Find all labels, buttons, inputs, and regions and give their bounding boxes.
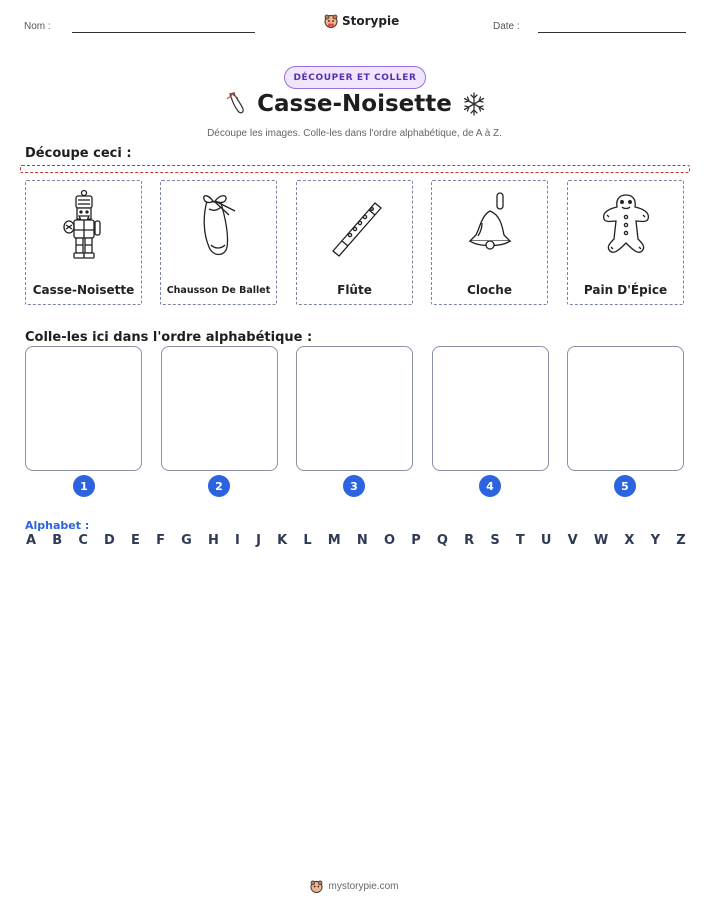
slot-number-5: 5 bbox=[614, 475, 636, 497]
paste-slot-2[interactable] bbox=[161, 346, 278, 471]
cutout-card-gingerbread[interactable] bbox=[567, 180, 684, 305]
name-line[interactable] bbox=[72, 32, 255, 33]
paste-section-heading: Colle-les ici dans l'ordre alphabétique : bbox=[25, 330, 313, 345]
brand-logo bbox=[324, 14, 399, 28]
bell-icon bbox=[460, 189, 520, 261]
alphabet-letter: H bbox=[207, 533, 219, 548]
storypie-mascot-icon bbox=[324, 14, 338, 28]
alphabet-letter: M bbox=[327, 533, 341, 548]
flute-icon bbox=[325, 189, 385, 261]
ballet-shoe-icon bbox=[189, 189, 249, 261]
brand-name: Storypie bbox=[342, 14, 400, 28]
card-label: Chausson De Ballet bbox=[166, 285, 271, 296]
date-label: Date : bbox=[493, 21, 520, 32]
alphabet-letter: Y bbox=[650, 533, 661, 548]
cutout-card-flute[interactable] bbox=[296, 180, 413, 305]
alphabet-letter: J bbox=[256, 533, 261, 548]
paste-slot-3[interactable] bbox=[296, 346, 413, 471]
cut-section-heading: Découpe ceci : bbox=[25, 146, 132, 161]
activity-badge: DÉCOUPER ET COLLER bbox=[284, 66, 426, 89]
alphabet-letter: I bbox=[235, 533, 240, 548]
worksheet-title: Casse-Noisette bbox=[257, 91, 452, 117]
alphabet-letter: Q bbox=[436, 533, 448, 548]
storypie-mascot-icon bbox=[310, 880, 323, 893]
instructions-text: Découpe les images. Colle-les dans l'ordre alphabétique, de A à Z. bbox=[207, 128, 502, 139]
alphabet-letter: D bbox=[104, 533, 115, 548]
alphabet-letter: P bbox=[411, 533, 421, 548]
alphabet-letter: L bbox=[303, 533, 312, 548]
snowflake-icon bbox=[461, 91, 487, 117]
slot-number-3: 3 bbox=[343, 475, 365, 497]
alphabet-letter: Z bbox=[676, 533, 686, 548]
footer-site-link[interactable]: mystorypie.com bbox=[328, 881, 399, 892]
cutout-card-bell[interactable] bbox=[431, 180, 548, 305]
paste-slot-5[interactable] bbox=[567, 346, 684, 471]
slot-number-1: 1 bbox=[73, 475, 95, 497]
alphabet-letter: W bbox=[593, 533, 609, 548]
gingerbread-icon bbox=[596, 189, 656, 261]
alphabet-label: Alphabet : bbox=[25, 519, 90, 532]
slot-number-2: 2 bbox=[208, 475, 230, 497]
date-line[interactable] bbox=[538, 32, 686, 33]
footer bbox=[0, 880, 709, 893]
alphabet-letter: R bbox=[464, 533, 475, 548]
alphabet-letter: K bbox=[277, 533, 288, 548]
nutcracker-icon bbox=[54, 189, 114, 261]
card-label: Cloche bbox=[467, 283, 512, 297]
alphabet-letter: T bbox=[515, 533, 525, 548]
paste-slot-1[interactable] bbox=[25, 346, 142, 471]
paste-slot-4[interactable] bbox=[432, 346, 549, 471]
alphabet-letter: C bbox=[78, 533, 88, 548]
alphabet-letter: O bbox=[383, 533, 396, 548]
alphabet-letter: F bbox=[156, 533, 165, 548]
alphabet-letter: N bbox=[356, 533, 368, 548]
card-label: Pain D'Épice bbox=[583, 283, 668, 297]
alphabet-letter: V bbox=[567, 533, 578, 548]
alphabet-letter: U bbox=[540, 533, 552, 548]
alphabet-letter: A bbox=[26, 533, 37, 548]
alphabet-letter: S bbox=[490, 533, 500, 548]
card-label: Casse-Noisette bbox=[32, 283, 135, 297]
cutout-card-ballet-shoe[interactable] bbox=[160, 180, 277, 305]
name-label: Nom : bbox=[24, 21, 51, 32]
alphabet-letter: E bbox=[131, 533, 140, 548]
alphabet-letter: B bbox=[52, 533, 63, 548]
cut-line bbox=[20, 165, 690, 173]
card-label: Flûte bbox=[337, 283, 372, 297]
cutout-card-nutcracker[interactable] bbox=[25, 180, 142, 305]
alphabet-letter: X bbox=[624, 533, 635, 548]
slot-number-4: 4 bbox=[479, 475, 501, 497]
alphabet-row bbox=[26, 533, 686, 548]
alphabet-letter: G bbox=[181, 533, 192, 548]
